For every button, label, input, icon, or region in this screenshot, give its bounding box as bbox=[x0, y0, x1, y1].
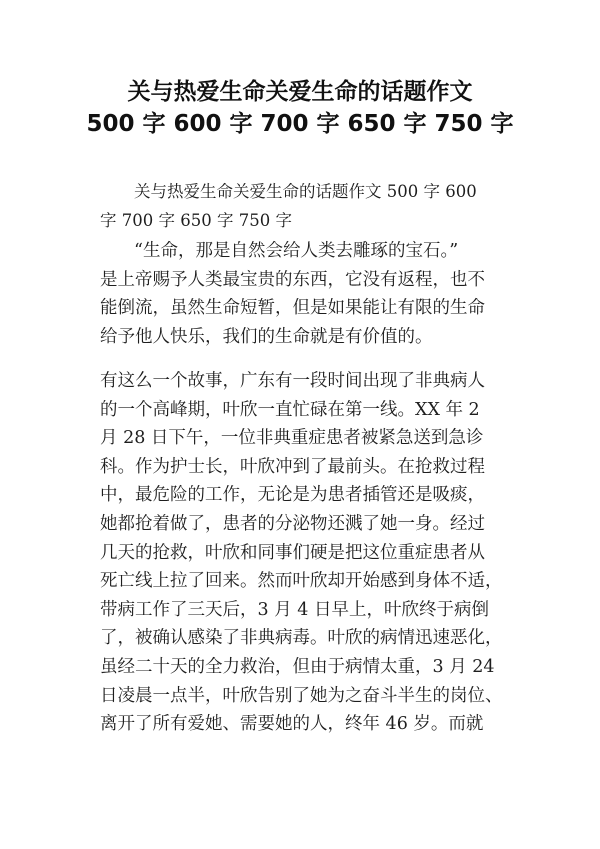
paragraph-line: 是上帝赐予人类最宝贵的东西，它没有返程，也不 bbox=[100, 269, 485, 290]
paragraph-line: 虽经二十天的全力救治，但由于病情太重，3 月 24 bbox=[100, 656, 495, 677]
paragraph-line: 有这么一个故事，广东有一段时间出现了非典病人 bbox=[100, 371, 485, 391]
paragraph-line: 死亡线上拉了回来。然而叶欣却开始感到身体不适， bbox=[100, 571, 503, 592]
paragraph-line: 中，最危险的工作，无论是为患者插管还是吸痰， bbox=[100, 485, 485, 506]
paragraph-line: 能倒流，虽然生命短暂，但是如果能让有限的生命 bbox=[100, 298, 485, 319]
paragraph-line: 给予他人快乐，我们的生命就是有价值的。 bbox=[100, 326, 433, 347]
paragraph-line: 日凌晨一点半，叶欣告别了她为之奋斗半生的岗位、 bbox=[100, 685, 503, 706]
paragraph-line: 字 700 字 650 字 750 字 bbox=[100, 210, 292, 230]
paragraph-line: “生命，那是自然会给人类去雕琢的宝石。” bbox=[134, 241, 459, 261]
document-title-line-1: 关与热爱生命关爱生命的话题作文 bbox=[127, 79, 473, 105]
paragraph-line: 她都抢着做了，患者的分泌物还溅了她一身。经过 bbox=[100, 513, 485, 534]
paragraph-line: 的一个高峰期，叶欣一直忙碌在第一线。XX 年 2 bbox=[100, 399, 480, 420]
paragraph-intro bbox=[100, 237, 520, 351]
paragraph-line: 了，被确认感染了非典病毒。叶欣的病情迅速恶化， bbox=[100, 628, 503, 649]
paragraph-heading-repeat bbox=[100, 178, 520, 235]
paragraph-line: 科。作为护士长，叶欣冲到了最前头。在抢救过程 bbox=[100, 456, 485, 477]
paragraph-story bbox=[100, 367, 520, 739]
paragraph-line: 带病工作了三天后，3 月 4 日早上，叶欣终于病倒 bbox=[100, 599, 489, 620]
paragraph-line: 几天的抢救，叶欣和同事们硬是把这位重症患者从 bbox=[100, 542, 485, 563]
paragraph-line: 月 28 日下午，一位非典重症患者被紧急送到急诊 bbox=[100, 428, 484, 449]
document-title-line-2: 500 字 600 字 700 字 650 字 750 字 bbox=[86, 111, 514, 137]
paragraph-line: 离开了所有爱她、需要她的人，终年 46 岁。而就 bbox=[100, 714, 484, 735]
paragraph-line: 关与热爱生命关爱生命的话题作文 500 字 600 bbox=[134, 182, 477, 201]
